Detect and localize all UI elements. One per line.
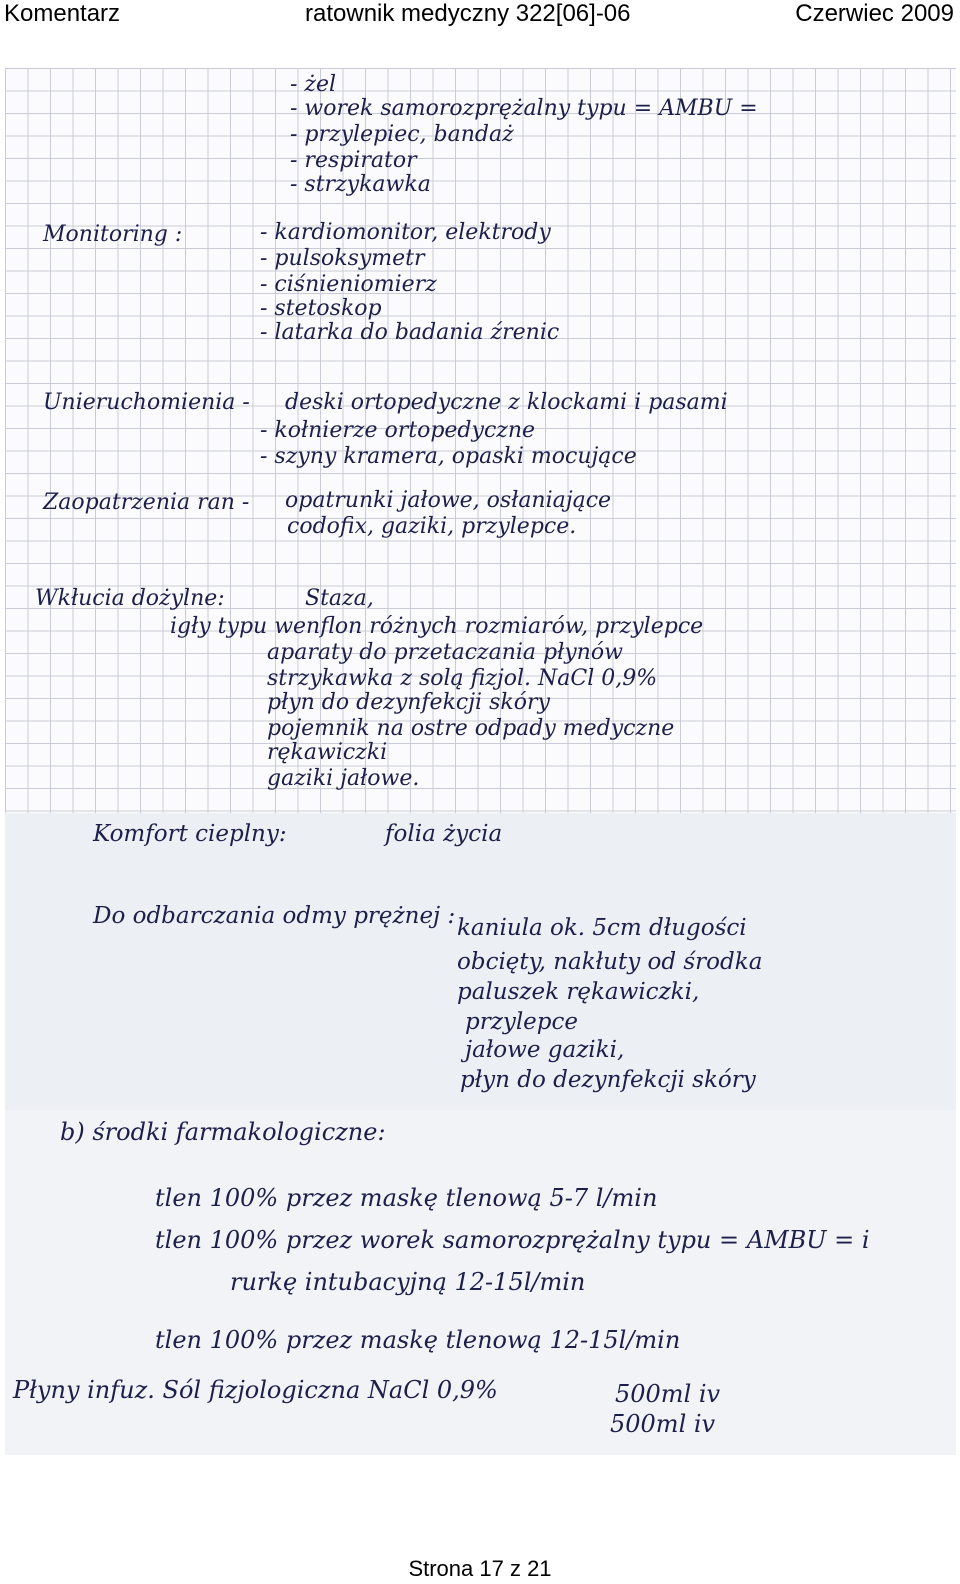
scan-plain-paper-lower bbox=[5, 1110, 956, 1455]
wound-supplies-item: opatrunki jałowe, osłaniające bbox=[285, 488, 612, 513]
iv-access-item: pojemnik na ostre odpady medyczne bbox=[267, 716, 675, 741]
monitoring-item: - pulsoksymetr bbox=[260, 246, 425, 271]
infusion-dose: 500ml iv bbox=[615, 1380, 721, 1408]
iv-access-item: rękawiczki bbox=[267, 740, 388, 765]
iv-access-label: Wkłucia dożylne: bbox=[35, 586, 225, 611]
decompression-item: paluszek rękawiczki, bbox=[457, 979, 700, 1005]
equipment-line: - worek samorozprężalny typu = AMBU = bbox=[290, 96, 758, 121]
immobilization-item: - szyny kramera, opaski mocujące bbox=[260, 444, 637, 469]
page-header bbox=[0, 0, 960, 28]
oxygen-line: tlen 100% przez worek samorozprężalny typu = AMBU = i bbox=[155, 1226, 870, 1254]
iv-access-item: Staza, bbox=[305, 586, 374, 611]
oxygen-line: tlen 100% przez maskę tlenową 12-15l/min bbox=[155, 1326, 681, 1354]
pharmacology-heading: b) środki farmakologiczne: bbox=[60, 1118, 386, 1146]
decompression-item: przylepce bbox=[465, 1009, 579, 1035]
iv-access-item: igły typu wenflon różnych rozmiarów, przylepce bbox=[170, 614, 704, 639]
decompression-item: obcięty, nakłuty od środka bbox=[457, 949, 763, 975]
immobilization-item: - kołnierze ortopedyczne bbox=[260, 418, 536, 443]
equipment-line: - strzykawka bbox=[290, 172, 431, 197]
header-profession: ratownik medyczny 322[06]-06 bbox=[305, 0, 631, 27]
equipment-line: - żel bbox=[290, 72, 337, 97]
iv-access-item: gaziki jałowe. bbox=[267, 766, 420, 791]
header-date: Czerwiec 2009 bbox=[795, 0, 954, 27]
thermal-comfort-value: folia życia bbox=[385, 821, 503, 847]
infusion-label: Płyny infuz. Sól fizjologiczna NaCl 0,9% bbox=[13, 1376, 498, 1404]
equipment-line: - przylepiec, bandaż bbox=[290, 122, 514, 147]
oxygen-line: tlen 100% przez maskę tlenową 5-7 l/min bbox=[155, 1184, 658, 1212]
wound-supplies-item: codofix, gaziki, przylepce. bbox=[287, 514, 577, 539]
decompression-item: kaniula ok. 5cm długości bbox=[457, 915, 747, 941]
iv-access-item: strzykawka z solą fizjol. NaCl 0,9% bbox=[267, 666, 658, 691]
header-doc-type: Komentarz bbox=[4, 0, 121, 27]
monitoring-item: - stetoskop bbox=[260, 296, 382, 321]
immobilization-item: deski ortopedyczne z klockami i pasami bbox=[285, 390, 728, 415]
monitoring-item: - latarka do badania źrenic bbox=[260, 320, 560, 345]
iv-access-item: płyn do dezynfekcji skóry bbox=[267, 690, 550, 715]
decompression-label: Do odbarczania odmy prężnej : bbox=[93, 903, 456, 929]
immobilization-label: Unieruchomienia - bbox=[43, 390, 250, 415]
monitoring-label: Monitoring : bbox=[43, 222, 183, 247]
page-number: Strona 17 z 21 bbox=[408, 1556, 552, 1581]
decompression-item: jałowe gaziki, bbox=[465, 1037, 625, 1063]
scan-plain-paper bbox=[5, 813, 956, 1110]
infusion-dose: 500ml iv bbox=[610, 1410, 716, 1438]
monitoring-item: - ciśnieniomierz bbox=[260, 272, 437, 297]
decompression-item: płyn do dezynfekcji skóry bbox=[460, 1067, 756, 1093]
iv-access-item: aparaty do przetaczania płynów bbox=[267, 640, 623, 665]
oxygen-line: rurkę intubacyjną 12-15l/min bbox=[230, 1268, 586, 1296]
thermal-comfort-label: Komfort cieplny: bbox=[93, 821, 287, 847]
monitoring-item: - kardiomonitor, elektrody bbox=[260, 220, 551, 245]
wound-supplies-label: Zaopatrzenia ran - bbox=[43, 490, 250, 515]
scan-grid-paper bbox=[5, 68, 956, 813]
equipment-line: - respirator bbox=[290, 148, 417, 173]
